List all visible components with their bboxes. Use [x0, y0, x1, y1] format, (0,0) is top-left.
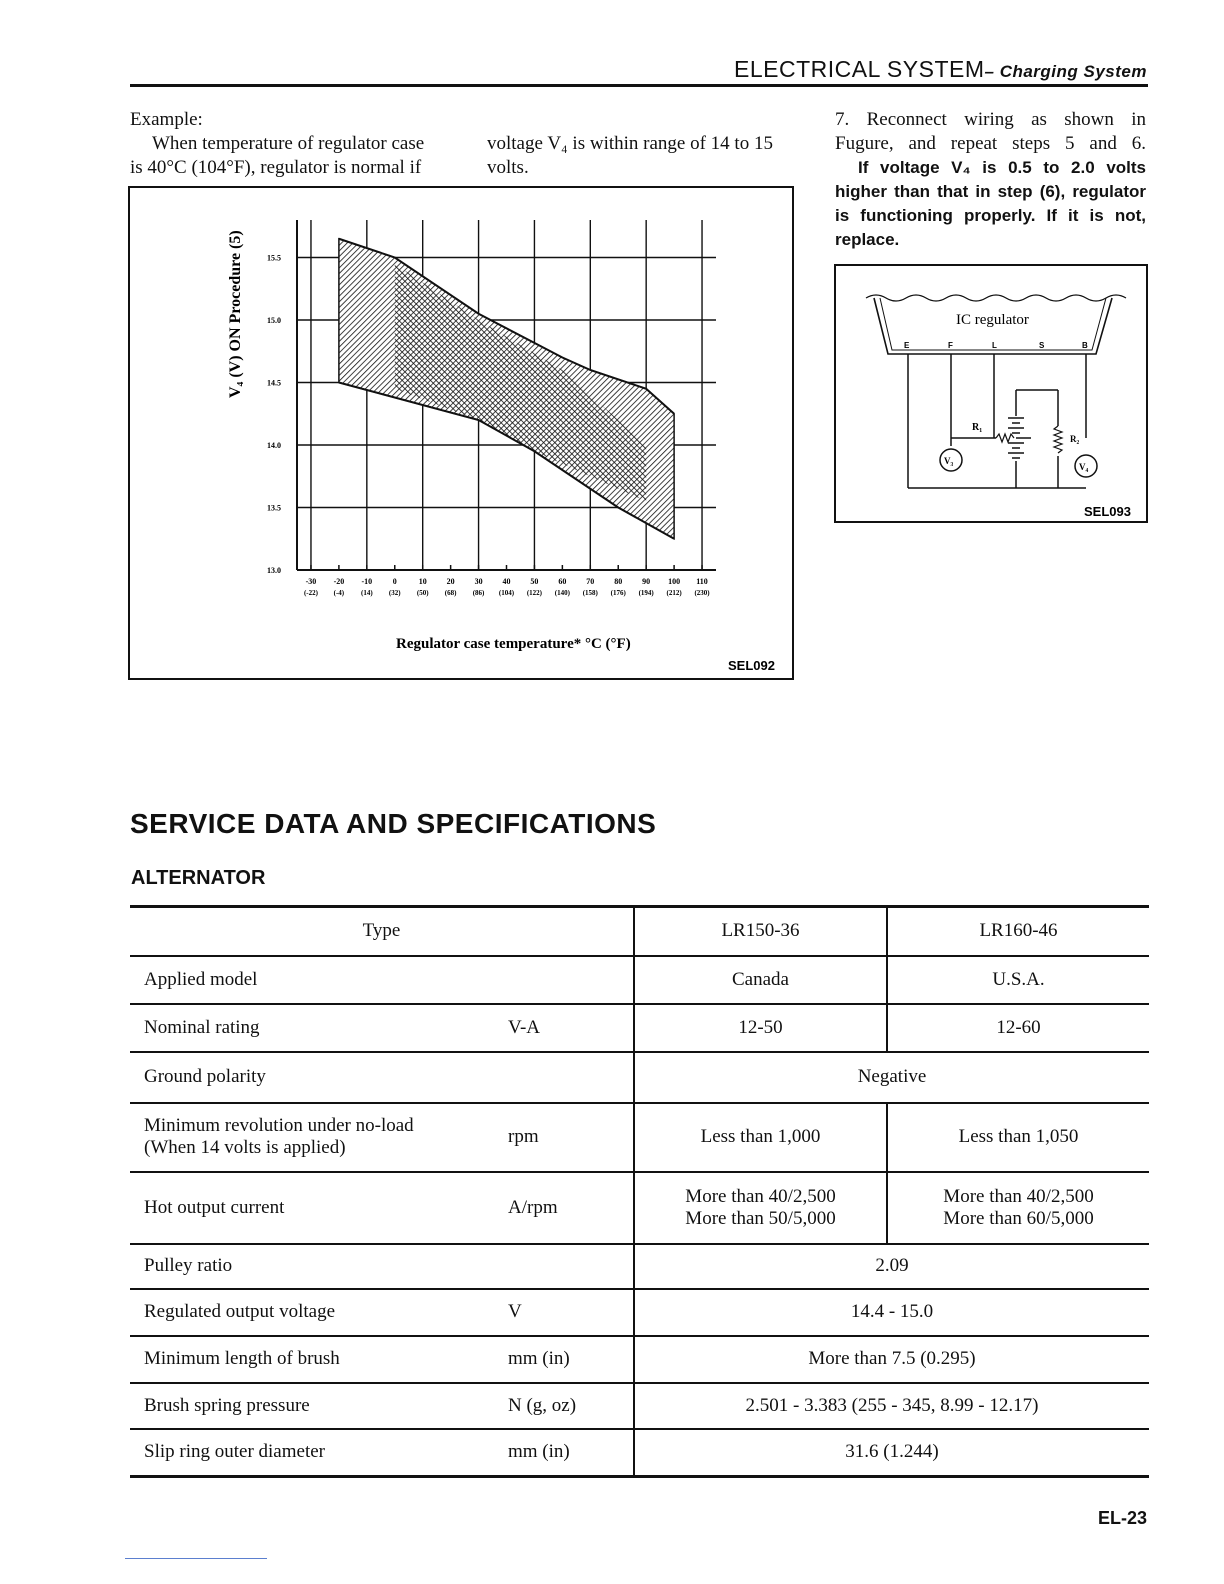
brush-length-label: Minimum length of brush — [130, 1336, 508, 1383]
ground-polarity-value: Negative — [634, 1052, 1149, 1103]
x-tick-label-c: 10 — [418, 577, 427, 586]
step7-line2: Fugure, and repeat steps 5 and 6. — [835, 133, 1146, 154]
y-tick-label: 14.0 — [267, 441, 281, 450]
x-tick-label-f: (194) — [638, 589, 654, 597]
section-title: SERVICE DATA AND SPECIFICATIONS — [130, 808, 657, 839]
x-tick-label-f: (68) — [444, 589, 457, 597]
running-header: ELECTRICAL SYSTEM– Charging System — [734, 56, 1147, 82]
chart-xlabel: Regulator case temperature* °C (°F) — [396, 636, 631, 652]
hot-output-1 — [634, 1172, 887, 1244]
slip-ring-unit: mm (in) — [508, 1429, 634, 1477]
min-revolution-1: Less than 1,000 — [634, 1103, 887, 1172]
circuit-figure — [834, 264, 1148, 523]
x-tick-label-f: (32) — [388, 589, 401, 597]
x-tick-label-f: (230) — [694, 589, 710, 597]
x-tick-label-c: 110 — [696, 577, 708, 586]
x-tick-label-c: -30 — [305, 577, 317, 586]
regulated-voltage-value: 14.4 - 15.0 — [634, 1289, 1149, 1336]
example-col2-line2: volts. — [487, 157, 529, 178]
regulated-voltage-label: Regulated output voltage — [130, 1289, 508, 1336]
x-tick-label-c: 60 — [558, 577, 567, 586]
applied-model-1: Canada — [634, 956, 887, 1004]
y-tick-label: 13.5 — [267, 503, 281, 513]
table-row — [130, 1103, 1149, 1172]
x-tick-label-f: (212) — [666, 589, 682, 597]
x-tick-label-f: (158) — [582, 589, 598, 597]
x-tick-label-f: (176) — [610, 589, 626, 597]
hot-output-2 — [887, 1172, 1149, 1244]
x-tick-label-c: 90 — [642, 577, 651, 586]
x-tick-label-c: 40 — [502, 577, 511, 586]
type-header: Type — [130, 907, 634, 956]
ground-polarity-label: Ground polarity — [130, 1052, 634, 1103]
slip-ring-value: 31.6 (1.244) — [634, 1429, 1149, 1477]
y-tick-label: 15.5 — [267, 253, 281, 263]
slip-ring-label: Slip ring outer diameter — [130, 1429, 508, 1477]
chart-ylabel: V₄ (V) ON Procedure (5) — [227, 230, 244, 398]
y-tick-label: 14.5 — [267, 378, 281, 388]
nominal-rating-1: 12-50 — [634, 1004, 887, 1052]
hot-output-label: Hot output current — [130, 1172, 508, 1244]
chart-figure-code: SEL092 — [728, 658, 775, 673]
table-row — [130, 1244, 1149, 1289]
footnote-rule — [125, 1558, 267, 1559]
min-revolution-label-1: Minimum revolution under no-load — [144, 1115, 414, 1136]
brush-length-unit: mm (in) — [508, 1336, 634, 1383]
hot-output-2b: More than 60/5,000 — [943, 1207, 1094, 1229]
circuit-figure-code: SEL093 — [1084, 504, 1131, 519]
ic-regulator-label: IC regulator — [956, 312, 1029, 328]
x-tick-label-f: (50) — [416, 589, 429, 597]
terminal-e: E — [904, 341, 910, 350]
step7-line1: 7. Reconnect wiring as shown in — [835, 109, 1146, 130]
v3-label: V₃ — [944, 456, 954, 466]
v4-label: V₄ — [1079, 462, 1089, 472]
header-section: ELECTRICAL SYSTEM — [734, 56, 985, 82]
x-tick-label-c: 100 — [668, 577, 681, 586]
resistor-r2 — [1054, 426, 1062, 453]
table-row — [130, 1336, 1149, 1383]
table-row — [130, 1052, 1149, 1103]
r2-label: R₂ — [1070, 434, 1080, 444]
header-subsection: Charging System — [999, 62, 1147, 81]
circuit-wires — [908, 354, 1089, 488]
type-1: LR150-36 — [634, 907, 887, 956]
terminal-b: B — [1082, 341, 1088, 350]
regulated-voltage-unit: V — [508, 1289, 634, 1336]
nominal-rating-label: Nominal rating — [130, 1004, 508, 1052]
x-tick-label-f: (104) — [498, 589, 515, 597]
hot-output-unit: A/rpm — [508, 1172, 634, 1244]
x-tick-label-c: -20 — [333, 577, 345, 586]
r1-label: R₁ — [972, 422, 983, 433]
x-tick-label-c: 30 — [474, 577, 483, 586]
example-col2-line1: voltage V₄ is within range of 14 to 15 — [487, 133, 773, 154]
terminal-s: S — [1039, 341, 1045, 350]
table-row — [130, 1429, 1149, 1477]
brush-spring-value: 2.501 - 3.383 (255 - 345, 8.99 - 12.17) — [634, 1383, 1149, 1429]
x-tick-label-c: 0 — [392, 577, 397, 586]
step7-bold2: higher than that in step (6), regulator — [835, 182, 1146, 201]
alternator-spec-table — [130, 905, 1149, 1478]
applied-model-2: U.S.A. — [887, 956, 1149, 1004]
step7-bold3: is functioning properly. If it is not, — [835, 206, 1146, 225]
x-tick-label-f: (-22) — [303, 589, 318, 597]
resistor-r1 — [996, 434, 1014, 442]
applied-model-label: Applied model — [130, 956, 634, 1004]
x-tick-label-f: (-4) — [333, 589, 345, 597]
type-2: LR160-46 — [887, 907, 1149, 956]
table-row — [130, 1289, 1149, 1336]
x-tick-label-f: (122) — [526, 589, 543, 597]
y-tick-label: 15.0 — [267, 316, 281, 325]
example-col1-line1: When temperature of regulator case — [152, 133, 425, 154]
page-number: EL-23 — [1097, 1508, 1147, 1528]
min-revolution-label-2: (When 14 volts is applied) — [144, 1137, 346, 1158]
table-row — [130, 1004, 1149, 1052]
hot-output-1a: More than 40/2,500 — [685, 1185, 836, 1207]
circuit-diagram — [836, 266, 1146, 521]
min-revolution-2: Less than 1,050 — [887, 1103, 1149, 1172]
case-top-wave — [866, 295, 1126, 301]
min-revolution-label — [130, 1103, 508, 1172]
voltage-chart-figure — [128, 186, 794, 680]
pulley-ratio-value: 2.09 — [634, 1244, 1149, 1289]
header-rule — [130, 84, 1148, 87]
x-tick-label-f: (14) — [360, 589, 373, 597]
hot-output-1b: More than 50/5,000 — [685, 1207, 836, 1229]
x-tick-label-f: (86) — [472, 589, 485, 597]
x-tick-label-c: 20 — [446, 577, 455, 586]
table-row — [130, 907, 1149, 956]
x-tick-label-c: 80 — [614, 577, 623, 586]
brush-spring-unit: N (g, oz) — [508, 1383, 634, 1429]
nominal-rating-unit: V-A — [508, 1004, 634, 1052]
x-tick-label-c: 70 — [586, 577, 595, 586]
table-row — [130, 1383, 1149, 1429]
voltage-chart — [130, 188, 792, 678]
step7-bold4: replace. — [835, 230, 900, 249]
table-row — [130, 1172, 1149, 1244]
hot-output-2a: More than 40/2,500 — [943, 1185, 1094, 1207]
x-tick-label-f: (140) — [554, 589, 570, 597]
terminal-f: F — [948, 341, 953, 350]
nominal-rating-2: 12-60 — [887, 1004, 1149, 1052]
example-title: Example: — [130, 109, 203, 130]
y-tick-label: 13.0 — [267, 566, 281, 575]
terminal-l: L — [992, 341, 997, 350]
min-revolution-unit: rpm — [508, 1103, 634, 1172]
example-col1-line2: is 40°C (104°F), regulator is normal if — [130, 157, 422, 178]
step7-bold1: If voltage V₄ is 0.5 to 2.0 volts — [858, 158, 1146, 177]
brush-spring-label: Brush spring pressure — [130, 1383, 508, 1429]
x-tick-label-c: 50 — [530, 577, 539, 586]
subsection-title: ALTERNATOR — [131, 867, 266, 889]
table-row — [130, 956, 1149, 1004]
brush-length-value: More than 7.5 (0.295) — [634, 1336, 1149, 1383]
x-tick-label-c: -10 — [361, 577, 373, 586]
pulley-ratio-label: Pulley ratio — [130, 1244, 634, 1289]
